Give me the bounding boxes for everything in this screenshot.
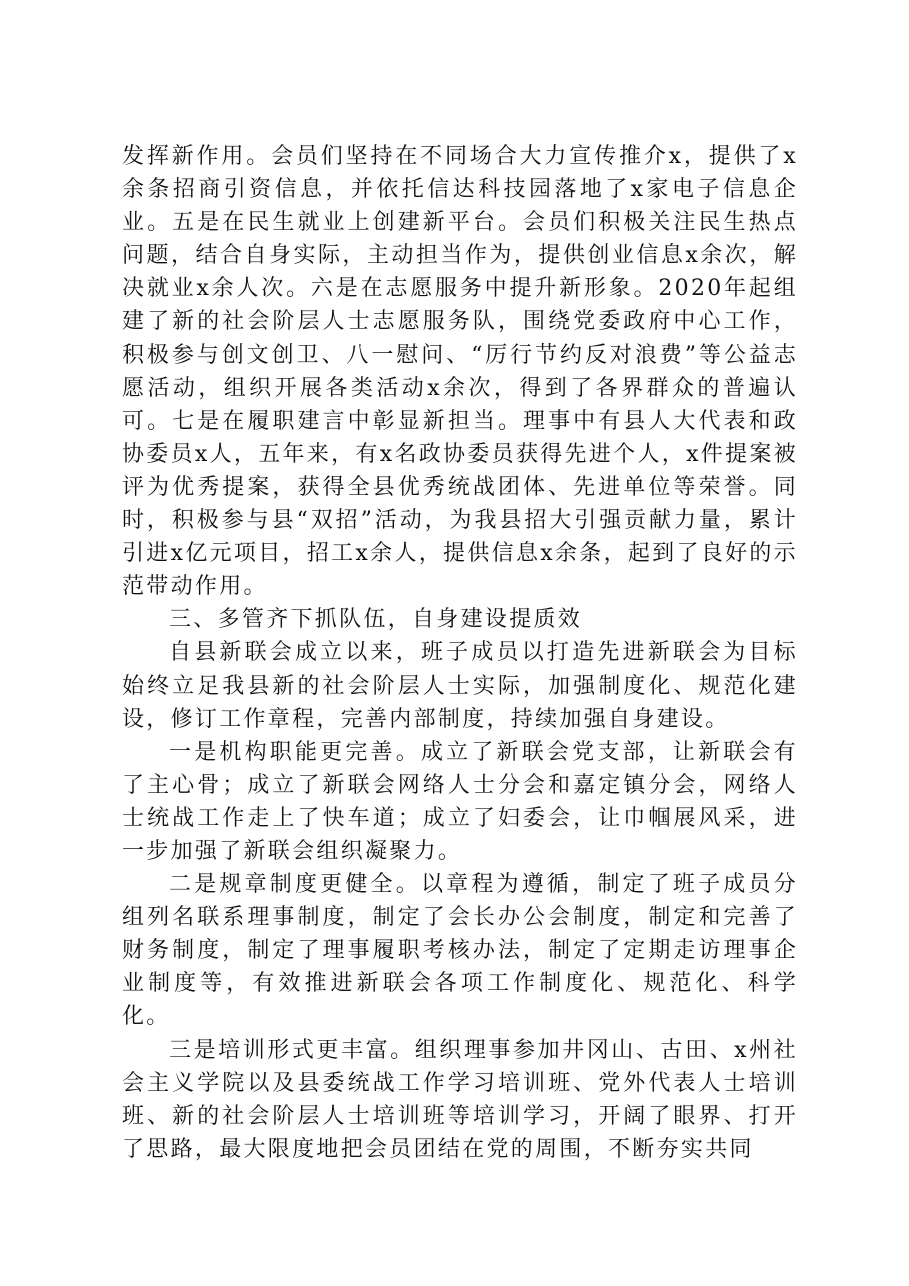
document-body <box>122 140 798 1166</box>
section-heading: 三、多管齐下抓队伍，自身建设提质效 <box>169 607 583 633</box>
paragraph-continued: 发挥新作用。会员们坚持在不同场合大力宣传推介x，提供了x余条招商引资信息，并依托信达科技园落地了x家电子信息企业。五是在民生就业上创建新平台。会员们积极关注民生热点问题，结合自身实际，主动担当作为，提供创业信息x余次，解决就业x余人次。六是在志愿服务中提升新形象。2020年起组建了新的社会阶层人士志愿服务队，围绕党委政府中心工作，积极参与创文创卫、八一慰问、“厉行节约反对浪费”等公益志愿活动，组织开展各类活动x余次，得到了各界群众的普遍认可。七是在履职建言中彰显新担当。理事中有县人大代表和政协委员x人，五年来，有x名政协委员获得先进个人，x件提案被评为优秀提案，获得全县优秀统战团体、先进单位等荣誉。同时，积极参与县“双招”活动，为我县招大引强贡献力量，累计引进x亿元项目，招工x余人，提供信息x余条，起到了良好的示范带动作用。 <box>122 144 798 600</box>
paragraph: 二是规章制度更健全。以章程为遵循，制定了班子成员分组列名联系理事制度，制定了会长办公会制度，制定和完善了财务制度，制定了理事履职考核办法，制定了定期走访理事企业制度等，有效推进新联会各项工作制度化、规范化、科学化。 <box>122 872 798 1030</box>
paragraph: 自县新联会成立以来，班子成员以打造先进新联会为目标始终立足我县新的社会阶层人士实际，加强制度化、规范化建设，修订工作章程，完善内部制度，持续加强自身建设。 <box>122 640 798 732</box>
paragraph: 三是培训形式更丰富。组织理事参加井冈山、古田、x州社会主义学院以及县委统战工作学习培训班、党外代表人士培训班、新的社会阶层人士培训班等培训学习，开阔了眼界、打开了思路，最大限度地把会员团结在党的周围，不断夯实共同 <box>122 1037 798 1162</box>
paragraph: 一是机构职能更完善。成立了新联会党支部，让新联会有了主心骨；成立了新联会网络人士分会和嘉定镇分会，网络人士统战工作走上了快车道；成立了妇委会，让巾帼展风采，进一步加强了新联会组织凝聚力。 <box>122 739 798 864</box>
